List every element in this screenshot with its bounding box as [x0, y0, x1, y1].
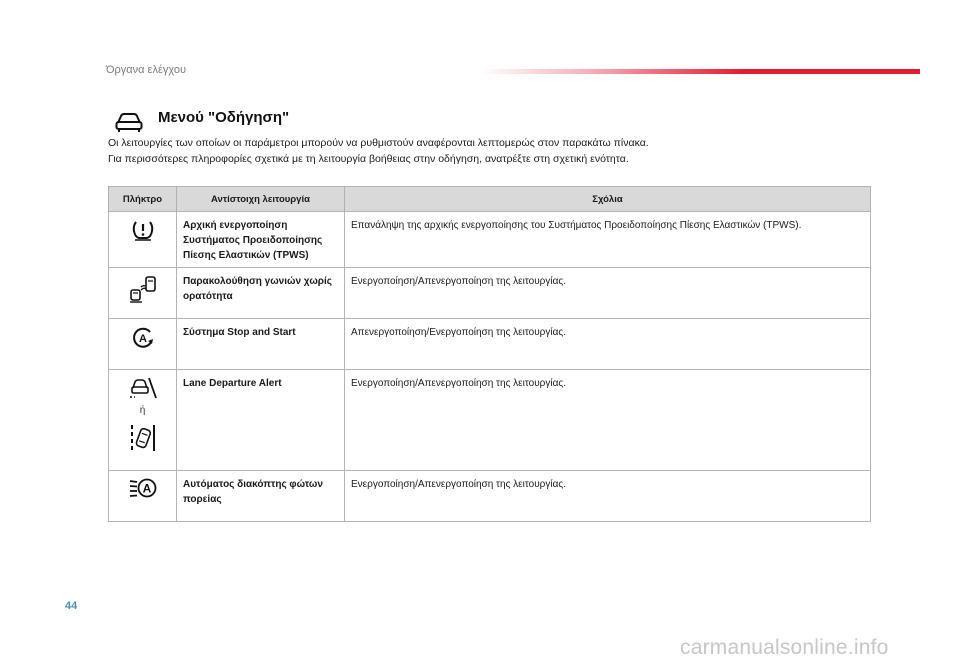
- table-row: [109, 370, 871, 471]
- icon-cell: [109, 212, 177, 268]
- or-text: ή: [139, 405, 146, 416]
- blind-spot-icon: [128, 274, 158, 304]
- icon-cell: [109, 319, 177, 370]
- menu-heading: Μενού "Οδήγηση": [158, 109, 290, 126]
- intro-text: [108, 135, 888, 167]
- car-icon: [114, 110, 144, 134]
- table-row: [109, 268, 871, 319]
- auto-headlamp-icon: [128, 477, 158, 499]
- section-bar: [480, 69, 920, 74]
- settings-table: [108, 186, 871, 522]
- lane-departure-alt-icon: [129, 423, 157, 455]
- section-title: Όργανα ελέγχου: [106, 64, 186, 76]
- function-cell: Αρχική ενεργοποίηση Συστήματος Προειδοποίησης Πίεσης Ελαστικών (TPWS): [177, 212, 345, 268]
- table-row: [109, 212, 871, 268]
- comment-cell: Ενεργοποίηση/Απενεργοποίηση της λειτουργίας.: [345, 268, 871, 319]
- lane-departure-icon: [129, 376, 157, 400]
- comment-cell: Ενεργοποίηση/Απενεργοποίηση της λειτουργίας.: [345, 471, 871, 522]
- watermark: carmanualsonline.info: [680, 636, 889, 659]
- table-row: [109, 471, 871, 522]
- icon-cell: [109, 370, 177, 471]
- function-cell: Lane Departure Alert: [177, 370, 345, 471]
- table-row: [109, 319, 871, 370]
- function-cell: Σύστημα Stop and Start: [177, 319, 345, 370]
- comment-cell: Απενεργοποίηση/Ενεργοποίηση της λειτουργίας.: [345, 319, 871, 370]
- icon-cell: [109, 471, 177, 522]
- intro-line-1: Οι λειτουργίες των οποίων οι παράμετροι μπορούν να ρυθμιστούν αναφέρονται λεπτομερώς στον παρακάτω πίνακα.: [108, 137, 649, 149]
- svg-text:A: A: [138, 333, 147, 345]
- comment-cell: Επανάληψη της αρχικής ενεργοποίησης του Συστήματος Προειδοποίησης Πίεσης Ελαστικών (TPWS).: [345, 212, 871, 268]
- icon-cell: [109, 268, 177, 319]
- function-cell: Αυτόματος διακόπτης φώτων πορείας: [177, 471, 345, 522]
- svg-text:A: A: [142, 481, 151, 496]
- header-function: Αντίστοιχη λειτουργία: [177, 187, 345, 212]
- page-number: 44: [65, 600, 78, 612]
- tpms-icon: [131, 218, 155, 242]
- function-cell: Παρακολούθηση γωνιών χωρίς ορατότητα: [177, 268, 345, 319]
- intro-line-2: Για περισσότερες πληροφορίες σχετικά με τη λειτουργία βοήθειας στην οδήγηση, ανατρέξτε στη σχετική ενότητα.: [108, 153, 629, 165]
- stop-start-icon: [130, 325, 156, 351]
- table-header-row: [109, 187, 871, 212]
- header-comments: Σχόλια: [345, 187, 871, 212]
- comment-cell: Ενεργοποίηση/Απενεργοποίηση της λειτουργίας.: [345, 370, 871, 471]
- header-button: Πλήκτρο: [109, 187, 177, 212]
